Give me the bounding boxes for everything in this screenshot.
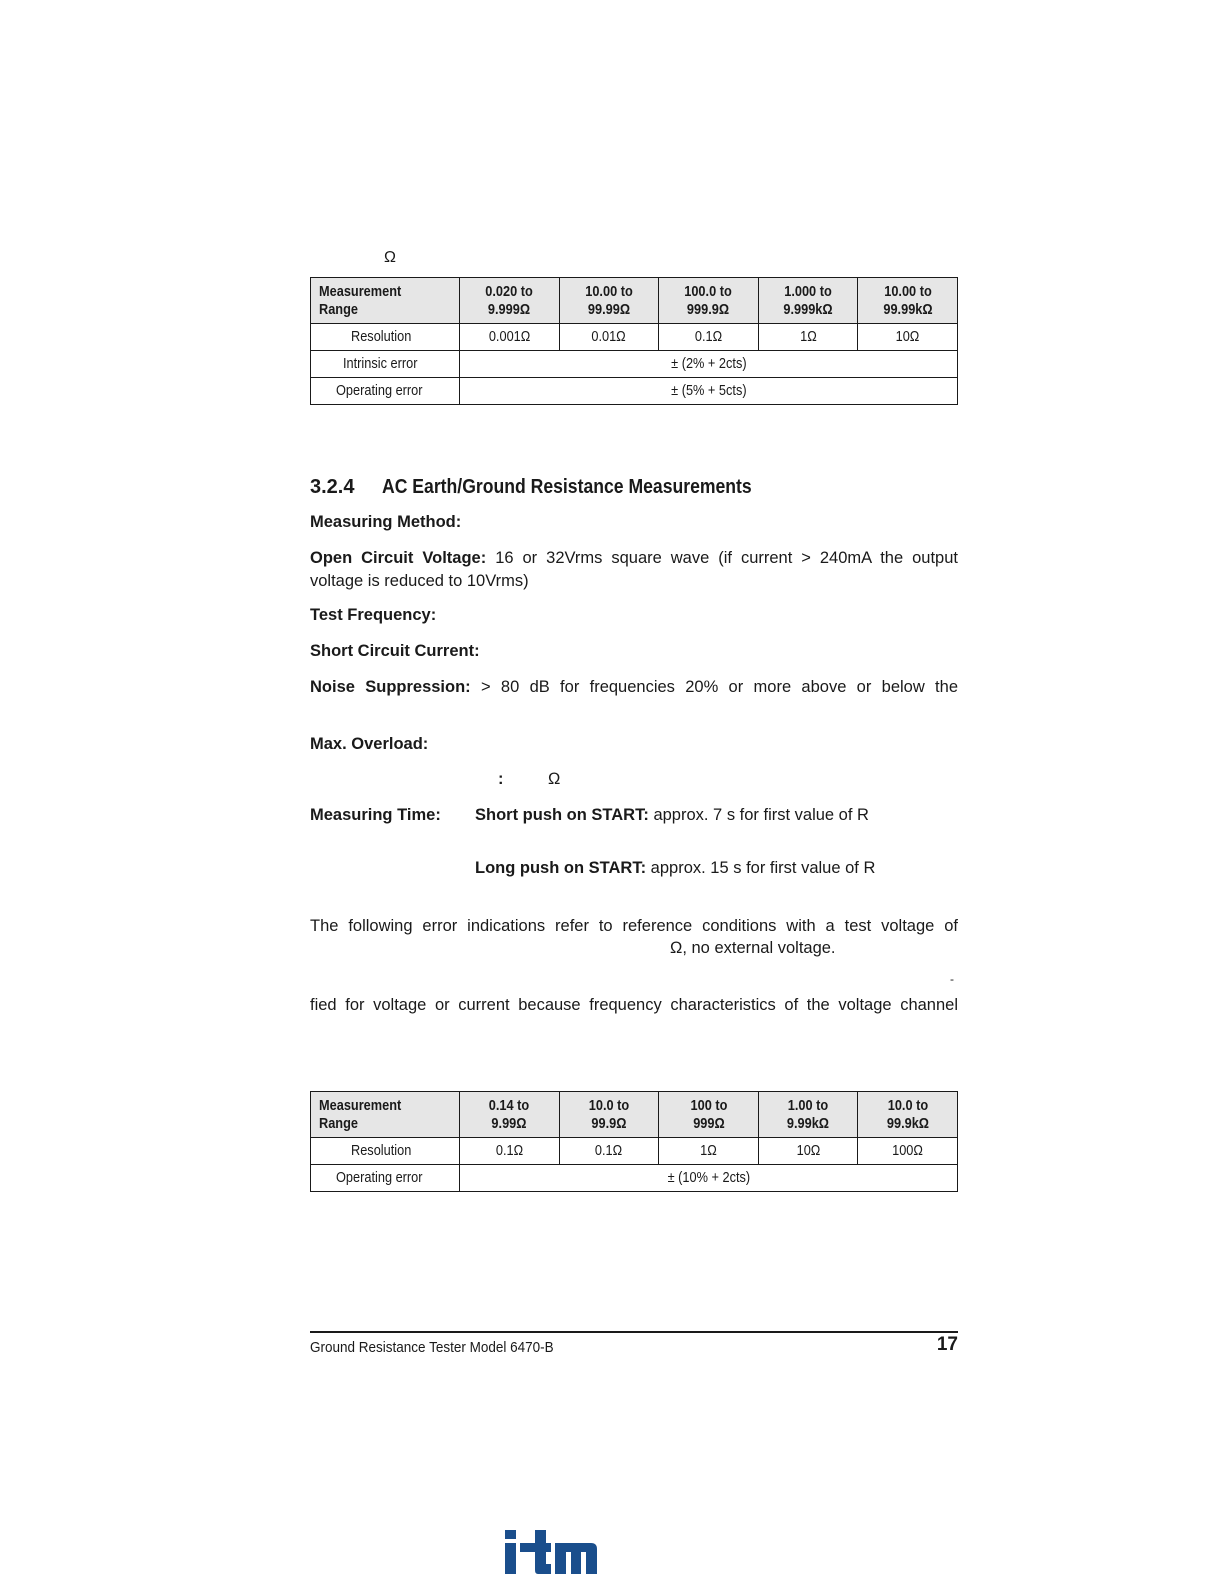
measuring-time-label: Measuring Time: (310, 806, 441, 824)
header-range-cell: 0.020 to 9.999Ω (460, 278, 560, 324)
table-cell: 0.1Ω (559, 1138, 659, 1165)
footer-title (310, 1339, 581, 1356)
header-range-cell: 10.0 to 99.9Ω (559, 1092, 659, 1138)
table-row (311, 1165, 958, 1192)
table-row (311, 1138, 958, 1165)
table-header-row (311, 1092, 958, 1138)
table-cell: 0.001Ω (460, 324, 560, 351)
noise-suppression-label: Noise Suppression: (310, 678, 471, 696)
header-range-cell: 1.000 to 9.999kΩ (758, 278, 858, 324)
row-label-cell: Operating error (311, 1165, 460, 1192)
row-label-cell: Resolution (311, 324, 460, 351)
header-range-cell: 10.00 to 99.99kΩ (858, 278, 958, 324)
dash-fragment: - (950, 972, 954, 986)
spanned-cell: ± (5% + 5cts) (460, 378, 958, 405)
error-indication-line2: Ω, no external voltage. (670, 939, 836, 957)
section-number: 3.2.4 (310, 476, 355, 498)
itm-logo-graphic (505, 1530, 597, 1576)
short-push-label: Short push on START: (475, 806, 649, 824)
table-cell: 0.1Ω (659, 324, 759, 351)
short-push-text: approx. 7 s for first value of R (653, 806, 869, 824)
measuring-method-label: Measuring Method: (310, 513, 462, 531)
fied-line: fied for voltage or current because frequency characteristics of the voltage channel (310, 996, 958, 1014)
open-circuit-line1 (310, 547, 958, 570)
table-cell: 100Ω (858, 1138, 958, 1165)
open-circuit-line2: voltage is reduced to 10Vrms) (310, 572, 529, 590)
section-heading (310, 476, 802, 499)
long-push-label: Long push on START: (475, 859, 647, 877)
row-label-cell: Operating error (311, 378, 460, 405)
measuring-method-line (310, 511, 958, 534)
error-indication-line1: The following error indications refer to reference conditions with a test voltage of (310, 917, 958, 935)
header-range-cell: 100.0 to 999.9Ω (659, 278, 759, 324)
max-overload-label: Max. Overload: (310, 735, 429, 753)
omega-symbol: Ω (384, 249, 396, 266)
table-row (311, 324, 958, 351)
itm-logo (505, 1530, 597, 1576)
short-circuit-line (310, 640, 958, 663)
short-push-line (475, 804, 958, 827)
resistance-spec-table (310, 277, 958, 405)
table-cell: 10Ω (858, 324, 958, 351)
section-title: AC Earth/Ground Resistance Measurements (382, 476, 752, 498)
max-overload-line (310, 733, 958, 756)
open-circuit-label: Open Circuit Voltage: (310, 549, 487, 567)
colon-fragment (498, 768, 504, 791)
open-circuit-text: 16 or 32Vrms square wave (if current > 240mA the output (495, 549, 958, 567)
footer-rule (310, 1331, 958, 1333)
table-cell: 1Ω (659, 1138, 759, 1165)
footer-title-text: Ground Resistance Tester Model 6470-B (310, 1339, 554, 1356)
table-row (311, 378, 958, 405)
colon-text: : (498, 770, 504, 788)
table-header-row (311, 278, 958, 324)
omega-fragment: Ω (548, 770, 561, 788)
noise-suppression-line (310, 676, 958, 699)
header-range-cell: 1.00 to 9.99kΩ (758, 1092, 858, 1138)
long-push-line (475, 857, 958, 880)
noise-suppression-text: > 80 dB for frequencies 20% or more above or below the (480, 678, 958, 696)
row-label-cell: Resolution (311, 1138, 460, 1165)
page-number: 17 (936, 1334, 958, 1355)
header-label-cell: Measurement Range (311, 278, 460, 324)
row-label-cell: Intrinsic error (311, 351, 460, 378)
header-range-cell: 10.0 to 99.9kΩ (858, 1092, 958, 1138)
test-frequency-label: Test Frequency: (310, 606, 437, 624)
table-cell: 1Ω (758, 324, 858, 351)
spanned-cell: ± (2% + 2cts) (460, 351, 958, 378)
table-cell: 10Ω (758, 1138, 858, 1165)
table-row (311, 351, 958, 378)
header-label-cell: Measurement Range (311, 1092, 460, 1138)
table-cell: 0.1Ω (460, 1138, 560, 1165)
spanned-cell: ± (10% + 2cts) (460, 1165, 958, 1192)
long-push-text: approx. 15 s for first value of R (650, 859, 876, 877)
header-range-cell: 100 to 999Ω (659, 1092, 759, 1138)
table-cell: 0.01Ω (559, 324, 659, 351)
test-frequency-line (310, 604, 958, 627)
ac-resistance-spec-table (310, 1091, 958, 1192)
short-circuit-label: Short Circuit Current: (310, 642, 480, 660)
header-range-cell: 0.14 to 9.99Ω (460, 1092, 560, 1138)
header-range-cell: 10.00 to 99.99Ω (559, 278, 659, 324)
